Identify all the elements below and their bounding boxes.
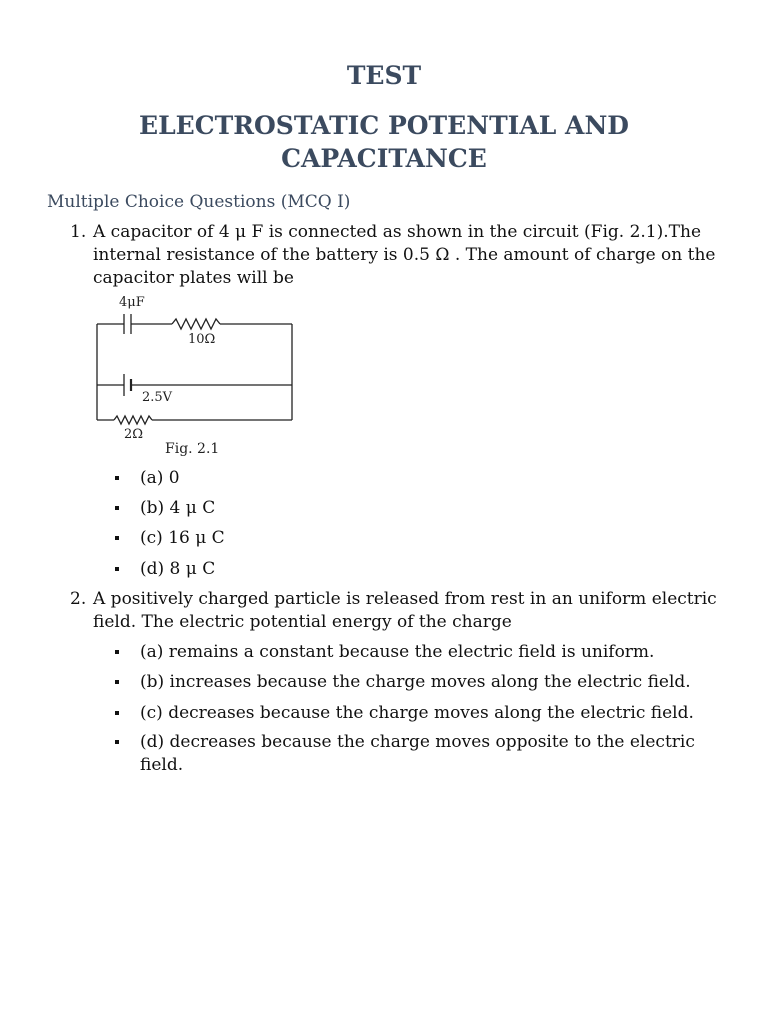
question-number: 2. [70, 589, 87, 609]
bullet-icon [115, 476, 119, 480]
option-text: (d) decreases because the charge moves opposite to the electric field. [140, 732, 695, 775]
section-heading: Multiple Choice Questions (MCQ I) [47, 192, 351, 212]
option-text: (b) increases because the charge moves along the electric field. [140, 672, 691, 692]
bullet-icon [115, 506, 119, 510]
option-text: (c) 16 μ C [140, 528, 225, 548]
option-text: (b) 4 μ C [140, 498, 216, 518]
resistor-top-label: 10Ω [188, 332, 216, 347]
resistor-bottom [114, 416, 152, 424]
question-2 [70, 588, 730, 634]
q1-option-b [115, 497, 715, 520]
option-text: (d) 8 μ C [140, 559, 216, 579]
bullet-icon [115, 567, 119, 571]
resistor-top [172, 319, 220, 329]
document-subtitle-line2: CAPACITANCE [281, 144, 487, 173]
capacitor-label: 4μF [119, 295, 145, 310]
figure-caption: Fig. 2.1 [165, 441, 220, 457]
question-1 [70, 221, 730, 290]
document-subtitle-line1: ELECTROSTATIC POTENTIAL AND [139, 111, 629, 140]
bullet-icon [115, 536, 119, 540]
circuit-figure [92, 292, 302, 462]
option-text: (a) remains a constant because the electric field is uniform. [140, 642, 655, 662]
q1-option-a [115, 467, 715, 490]
bullet-icon [115, 711, 119, 715]
resistor-bottom-label: 2Ω [124, 427, 144, 442]
bullet-icon [115, 680, 119, 684]
q2-option-b [115, 671, 715, 694]
q1-option-d [115, 558, 715, 581]
option-text: (a) 0 [140, 468, 180, 488]
circuit-diagram [92, 292, 302, 462]
q1-option-c [115, 527, 715, 550]
question-text: A positively charged particle is released from rest in an uniform electric field. The electric potential energy of the charge [93, 589, 717, 632]
q2-option-d [115, 731, 715, 777]
battery-label: 2.5V [142, 390, 173, 405]
bullet-icon [115, 740, 119, 744]
option-text: (c) decreases because the charge moves along the electric field. [140, 703, 694, 723]
q2-option-a [115, 641, 715, 664]
document-title: TEST [346, 61, 422, 90]
question-text: A capacitor of 4 μ F is connected as shown in the circuit (Fig. 2.1).The internal resistance of the battery is 0.5 Ω . The amount of charge on the capacitor plates will be [93, 222, 716, 288]
question-number: 1. [70, 222, 87, 242]
bullet-icon [115, 650, 119, 654]
q2-option-c [115, 702, 715, 725]
